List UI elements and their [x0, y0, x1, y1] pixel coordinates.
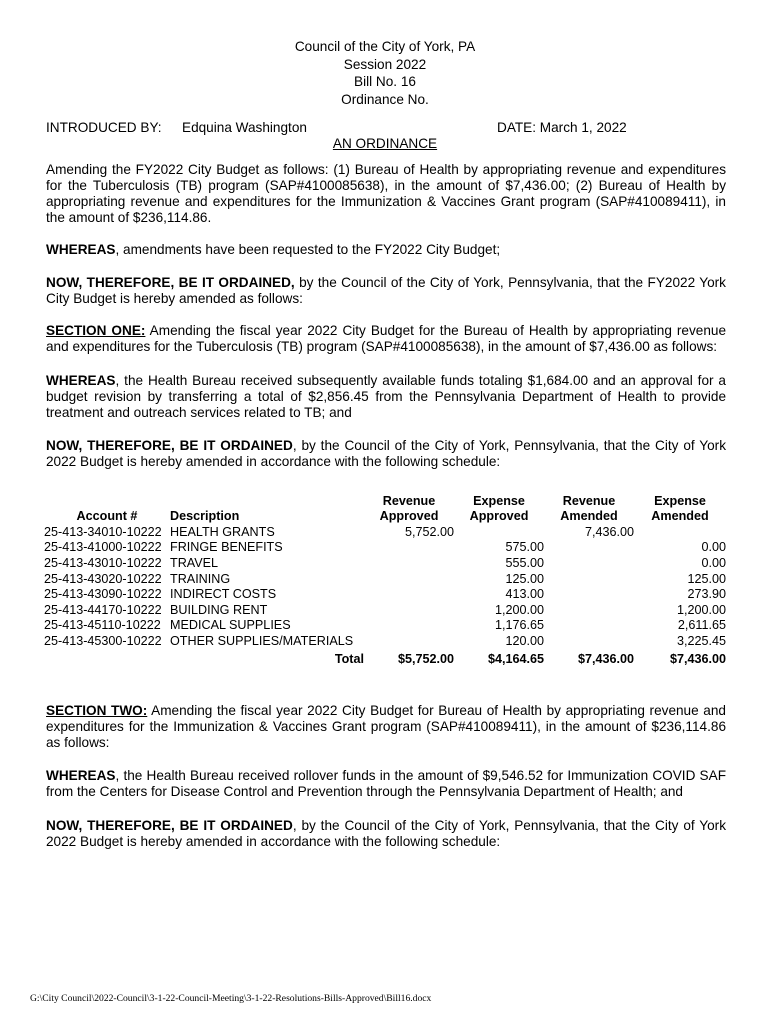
whereas-lead: WHEREAS: [46, 373, 116, 388]
section-one-text: Amending the fiscal year 2022 City Budget for the Bureau of Health by appropriating revenue and expenditures for the Tuberculosis (TB) program (SAP#4100085638), in the amount of $7,436.00 as follows:: [46, 323, 726, 354]
revenue-approved-cell: [364, 555, 454, 571]
ordained-paragraph-1: [46, 275, 726, 307]
revenue-amended-cell: [544, 633, 634, 649]
account-cell: 25-413-43090-10222: [44, 587, 162, 602]
ordained-lead: NOW, THEREFORE, BE IT ORDAINED: [46, 438, 293, 453]
header-revenue-amended-line1: Revenue: [562, 494, 616, 508]
account-cell: 25-413-43010-10222: [44, 555, 162, 570]
expense-approved-cell: 1,176.65: [494, 618, 544, 633]
total-revenue-amended: $7,436.00: [577, 651, 634, 666]
expense-approved-cell: 125.00: [505, 571, 544, 586]
expense-amended-cell: 3,225.45: [676, 633, 726, 648]
ordained-paragraph-3: [46, 818, 726, 850]
description-cell: HEALTH GRANTS: [170, 524, 275, 539]
header-revenue-approved-line2: Approved: [379, 509, 439, 523]
expense-approved-cell: 120.00: [505, 633, 544, 648]
revenue-approved-cell: [364, 571, 454, 587]
table-row: [44, 555, 726, 571]
ordained-text: , by the Council of the City of York, Pennsylvania, that the City of York 2022 Budget is hereby amended in accordance with the following schedule:: [46, 438, 726, 469]
revenue-amended-cell: [544, 602, 634, 618]
expense-amended-cell: 273.90: [687, 587, 726, 602]
revenue-amended-cell: [544, 571, 634, 587]
ordained-paragraph-2: [46, 438, 726, 470]
total-expense-amended: $7,436.00: [669, 651, 726, 666]
session: Session 2022: [343, 56, 427, 72]
section-one-heading: SECTION ONE:: [46, 323, 146, 338]
description-cell: TRAINING: [170, 571, 231, 586]
table-row: [44, 571, 726, 587]
header-expense-approved-line2: Approved: [469, 509, 529, 523]
total-expense-approved: $4,164.65: [487, 651, 544, 666]
expense-amended-cell: 0.00: [701, 540, 726, 555]
ordained-lead: NOW, THEREFORE, BE IT ORDAINED: [46, 818, 293, 833]
header-expense-approved-line1: Expense: [473, 494, 525, 508]
account-cell: 25-413-43020-10222: [44, 571, 162, 586]
header-description: Description: [170, 509, 240, 523]
header-expense-amended: [634, 494, 726, 524]
whereas-lead: WHEREAS: [46, 768, 116, 783]
expense-approved-cell: 575.00: [505, 540, 544, 555]
revenue-approved-cell: [364, 602, 454, 618]
ordained-lead: NOW, THEREFORE, BE IT ORDAINED,: [46, 275, 295, 290]
expense-amended-cell: 1,200.00: [676, 602, 726, 617]
whereas-text: , the Health Bureau received subsequently available funds totaling $1,684.00 and an approval for a budget revision by transferring a total of $2,856.45 from the Pennsylvania Department of Health to provide treatment and outreach services related to TB; and: [46, 373, 726, 420]
whereas-text: , the Health Bureau received rollover funds in the amount of $9,546.52 for Immunization COVID SAF from the Centers for Disease Control and Prevention through the Pennsylvania Department of Health; and: [46, 768, 726, 799]
bill-date: DATE: March 1, 2022: [497, 120, 627, 135]
whereas-lead: WHEREAS: [46, 242, 116, 257]
introduced-by-label: INTRODUCED BY:: [46, 120, 162, 135]
revenue-approved-cell: [364, 540, 454, 556]
budget-schedule-table: [44, 494, 726, 666]
header-revenue-amended: [544, 494, 634, 524]
ordinance-number: Ordinance No.: [341, 91, 429, 107]
table-header-row: [44, 494, 726, 524]
total-label: Total: [334, 651, 364, 666]
revenue-approved-cell: [364, 586, 454, 602]
section-two-text: Amending the fiscal year 2022 City Budget for Bureau of Health by appropriating revenue and expenditures for the Immunization & Vaccines Grant program (SAP#410089411), in the amount of $236,114.86 as follows:: [46, 703, 726, 750]
expense-amended-cell: 2,611.65: [677, 618, 726, 633]
revenue-approved-cell: [364, 633, 454, 649]
amending-paragraph: Amending the FY2022 City Budget as follows: (1) Bureau of Health by appropriating revenue and expenditures for the Tuberculosis (TB) program (SAP#4100085638), in the amount of $7,436.00; (2) Bureau of Health by appropriating revenue and expenditures for the Immunization & Vaccines Grant program (SAP#410089411), in the amount of $236,114.86.: [46, 162, 726, 225]
description-cell: MEDICAL SUPPLIES: [170, 618, 291, 633]
section-two-paragraph: [46, 703, 726, 751]
account-cell: 25-413-44170-10222: [44, 602, 162, 617]
revenue-amended-cell: [544, 555, 634, 571]
account-cell: 25-413-45300-10222: [44, 633, 162, 648]
revenue-approved-cell: 5,752.00: [404, 524, 454, 539]
expense-approved-cell: 413.00: [505, 587, 544, 602]
expense-amended-cell: 0.00: [701, 555, 726, 570]
account-cell: 25-413-34010-10222: [44, 524, 162, 539]
header-expense-amended-line1: Expense: [654, 494, 706, 508]
revenue-amended-cell: [544, 618, 634, 634]
ordained-text: by the Council of the City of York, Pennsylvania, that the FY2022 York City Budget is hereby amended as follows:: [46, 275, 726, 306]
header-expense-approved: [454, 494, 544, 524]
whereas-paragraph-3: [46, 768, 726, 800]
table-row: [44, 586, 726, 602]
revenue-approved-cell: [364, 618, 454, 634]
total-revenue-approved: $5,752.00: [397, 651, 454, 666]
footer-file-path: G:\City Council\2022-Council\3-1-22-Council-Meeting\3-1-22-Resolutions-Bills-Approved\Bill16.docx: [30, 993, 432, 1004]
document-header: [0, 38, 770, 108]
revenue-amended-cell: [544, 540, 634, 556]
table-row: [44, 618, 726, 634]
account-cell: 25-413-41000-10222: [44, 540, 162, 555]
table-row: [44, 524, 726, 540]
header-revenue-amended-line2: Amended: [560, 509, 618, 523]
section-two-heading: SECTION TWO:: [46, 703, 148, 718]
revenue-amended-cell: [544, 586, 634, 602]
council-name: Council of the City of York, PA: [294, 39, 476, 54]
description-cell: INDIRECT COSTS: [170, 587, 277, 602]
expense-approved-cell: 1,200.00: [494, 602, 544, 617]
expense-amended-cell: [634, 524, 726, 540]
description-cell: BUILDING RENT: [170, 602, 268, 617]
whereas-text: , amendments have been requested to the FY2022 City Budget;: [115, 242, 501, 257]
ordained-text: , by the Council of the City of York, Pennsylvania, that the City of York 2022 Budget is hereby amended in accordance with the following schedule:: [46, 818, 726, 849]
whereas-paragraph-1: [46, 242, 726, 258]
table-row: [44, 633, 726, 649]
header-revenue-approved: [364, 494, 454, 524]
expense-approved-cell: 555.00: [505, 555, 544, 570]
introduced-by-name: Edquina Washington: [182, 120, 307, 135]
table-row: [44, 602, 726, 618]
header-expense-amended-line2: Amended: [651, 509, 709, 523]
section-one-paragraph: [46, 323, 726, 355]
whereas-paragraph-2: [46, 373, 726, 421]
account-cell: 25-413-45110-10222: [44, 618, 161, 633]
ordinance-title: AN ORDINANCE: [332, 136, 438, 151]
bill-number: Bill No. 16: [354, 74, 416, 89]
revenue-amended-cell: 7,436.00: [584, 524, 634, 539]
description-cell: OTHER SUPPLIES/MATERIALS: [170, 633, 354, 648]
expense-approved-cell: [454, 524, 544, 540]
description-cell: TRAVEL: [170, 555, 219, 570]
header-account: Account #: [76, 509, 138, 523]
header-revenue-approved-line1: Revenue: [382, 494, 436, 508]
table-row: [44, 540, 726, 556]
description-cell: FRINGE BENEFITS: [170, 540, 283, 555]
table-total-row: [44, 649, 726, 667]
expense-amended-cell: 125.00: [687, 571, 726, 586]
